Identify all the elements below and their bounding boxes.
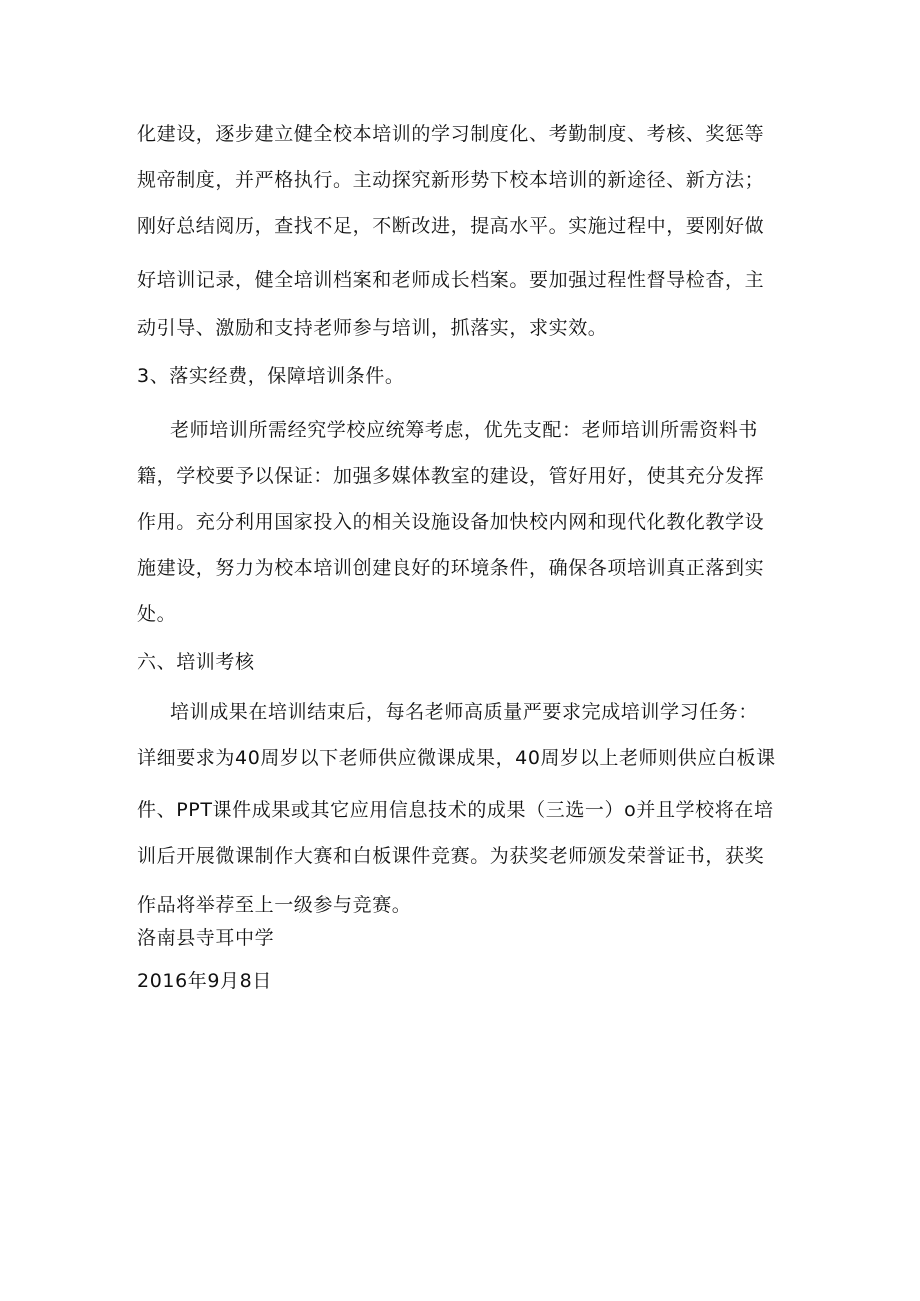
body-text-line: 化建设，逐步建立健全校本培训的学习制度化、考勤制度、考核、奖惩等 (137, 123, 765, 145)
body-text-line: 施建设，努力为校本培训创建良好的环境条件，确保各项培训真正落到实 (137, 557, 765, 579)
body-text-line: 刚好总结阅历，查找不足，不断改进，提高水平。实施过程中，要刚好做 (137, 215, 765, 237)
body-text-line: 作用。充分利用国家投入的相关设施设备加快校内网和现代化教化教学设 (137, 511, 765, 533)
section-heading-assessment: 六、培训考核 (137, 651, 255, 673)
body-text-line: 规帝制度，并严格执行。主动探究新形势下校本培训的新途径、新方法； (137, 169, 765, 191)
section-heading-funding: 3、落实经费，保障培训条件。 (137, 365, 405, 387)
body-text-line: 作品将举荐至上一级参与竞赛。 (137, 894, 412, 916)
body-text-line: 详细要求为40周岁以下老师供应微课成果，40周岁以上老师则供应白板课 (137, 747, 776, 769)
body-text-line: 培训成果在培训结束后，每名老师高质量严要求完成培训学习任务： (170, 701, 759, 723)
body-text-line: 好培训记录，健全培训档案和老师成长档案。要加强过程性督导检杳，主 (137, 269, 765, 291)
body-text-line: 件、PPT课件成果或其它应用信息技术的成果（三选一）o并且学校将在培 (137, 799, 774, 821)
body-text-line: 处。 (137, 603, 177, 625)
school-signature: 洛南县寺耳中学 (137, 927, 275, 949)
body-text-line: 籍，学校要予以保证：加强多媒体教室的建设，管好用好，使其充分发挥 (137, 465, 765, 487)
body-text-line: 老师培训所需经究学校应统筹考虑，优先支配：老师培训所需资料书 (170, 419, 759, 441)
document-date: 2016年9月8日 (137, 970, 272, 992)
body-text-line: 训后开展微课制作大赛和白板课件竞赛。为获奖老师颁发荣誉证书，获奖 (137, 845, 765, 867)
body-text-line: 动引导、激励和支持老师参与培训，抓落实，求实效。 (137, 317, 608, 339)
